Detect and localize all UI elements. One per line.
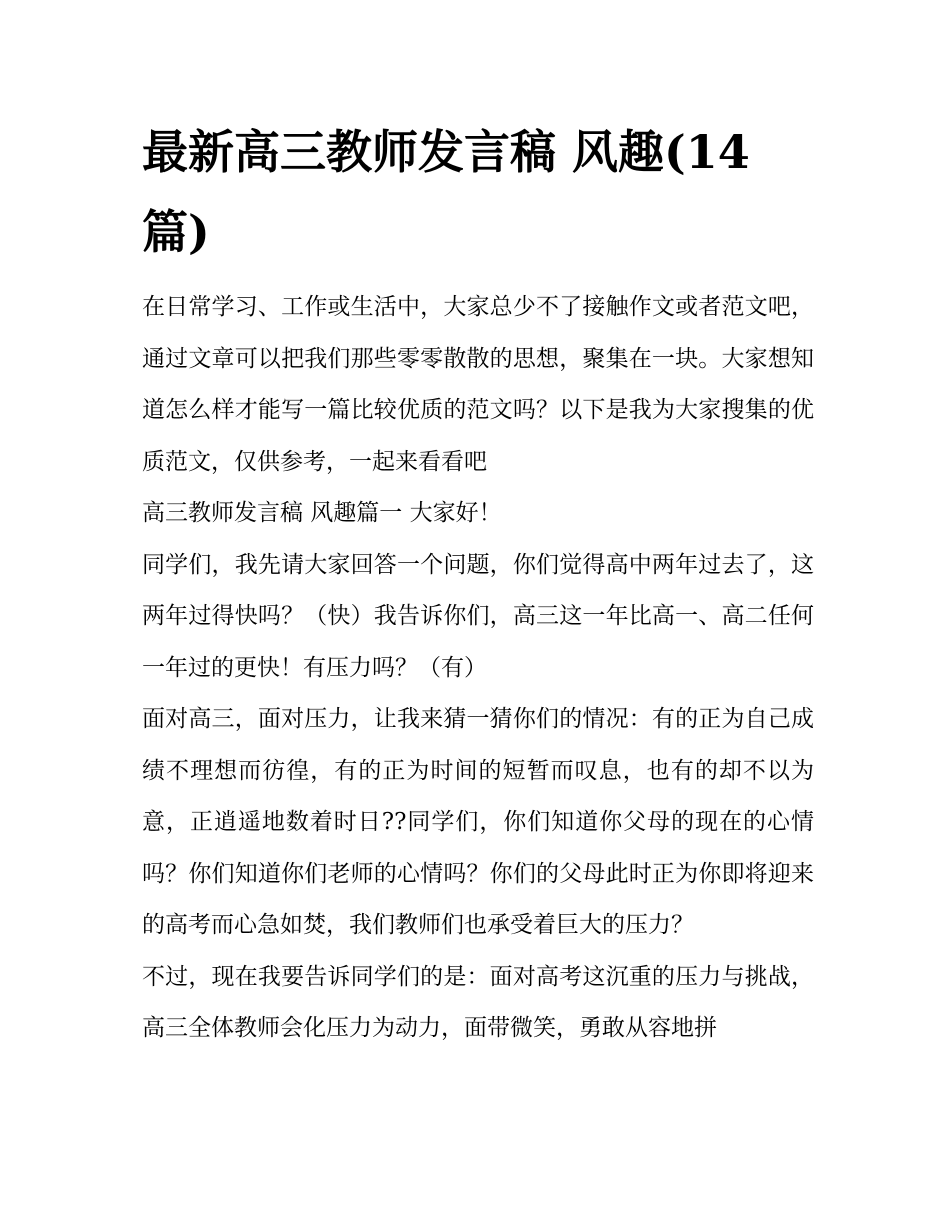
paragraph-challenge: 不过，现在我要告诉同学们的是：面对高考这沉重的压力与挑战，高三全体教师会化压力为动力，面带微笑，勇敢从容地拼	[142, 963, 814, 1041]
document-title: 最新高三教师发言稿 风趣(14篇)	[142, 125, 750, 259]
document-content	[142, 112, 814, 1055]
paragraph-intro: 在日常学习、工作或生活中，大家总少不了接触作文或者范文吧，通过文章可以把我们那些零零散散的思想，聚集在一块。大家想知道怎么样才能写一篇比较优质的范文吗？以下是我为大家搜集的优质范文，仅供参考，一起来看看吧	[142, 294, 814, 475]
paragraph-situation: 面对高三，面对压力，让我来猜一猜你们的情况：有的正为自己成绩不理想而彷徨，有的正为时间的短暂而叹息，也有的却不以为意，正逍遥地数着时日??同学们，你们知道你父母的现在的心情吗？你们知道你们老师的心情吗？你们的父母此时正为你即将迎来的高考而心急如焚，我们教师们也承受着巨大的压力？	[142, 706, 814, 938]
paragraph-greeting: 高三教师发言稿 风趣篇一 大家好！	[142, 500, 502, 526]
document-body	[142, 282, 814, 1055]
paragraph-question: 同学们，我先请大家回答一个问题，你们觉得高中两年过去了，这两年过得快吗？（快）我告诉你们，高三这一年比高一、高二任何一年过的更快！有压力吗？（有）	[142, 551, 814, 681]
